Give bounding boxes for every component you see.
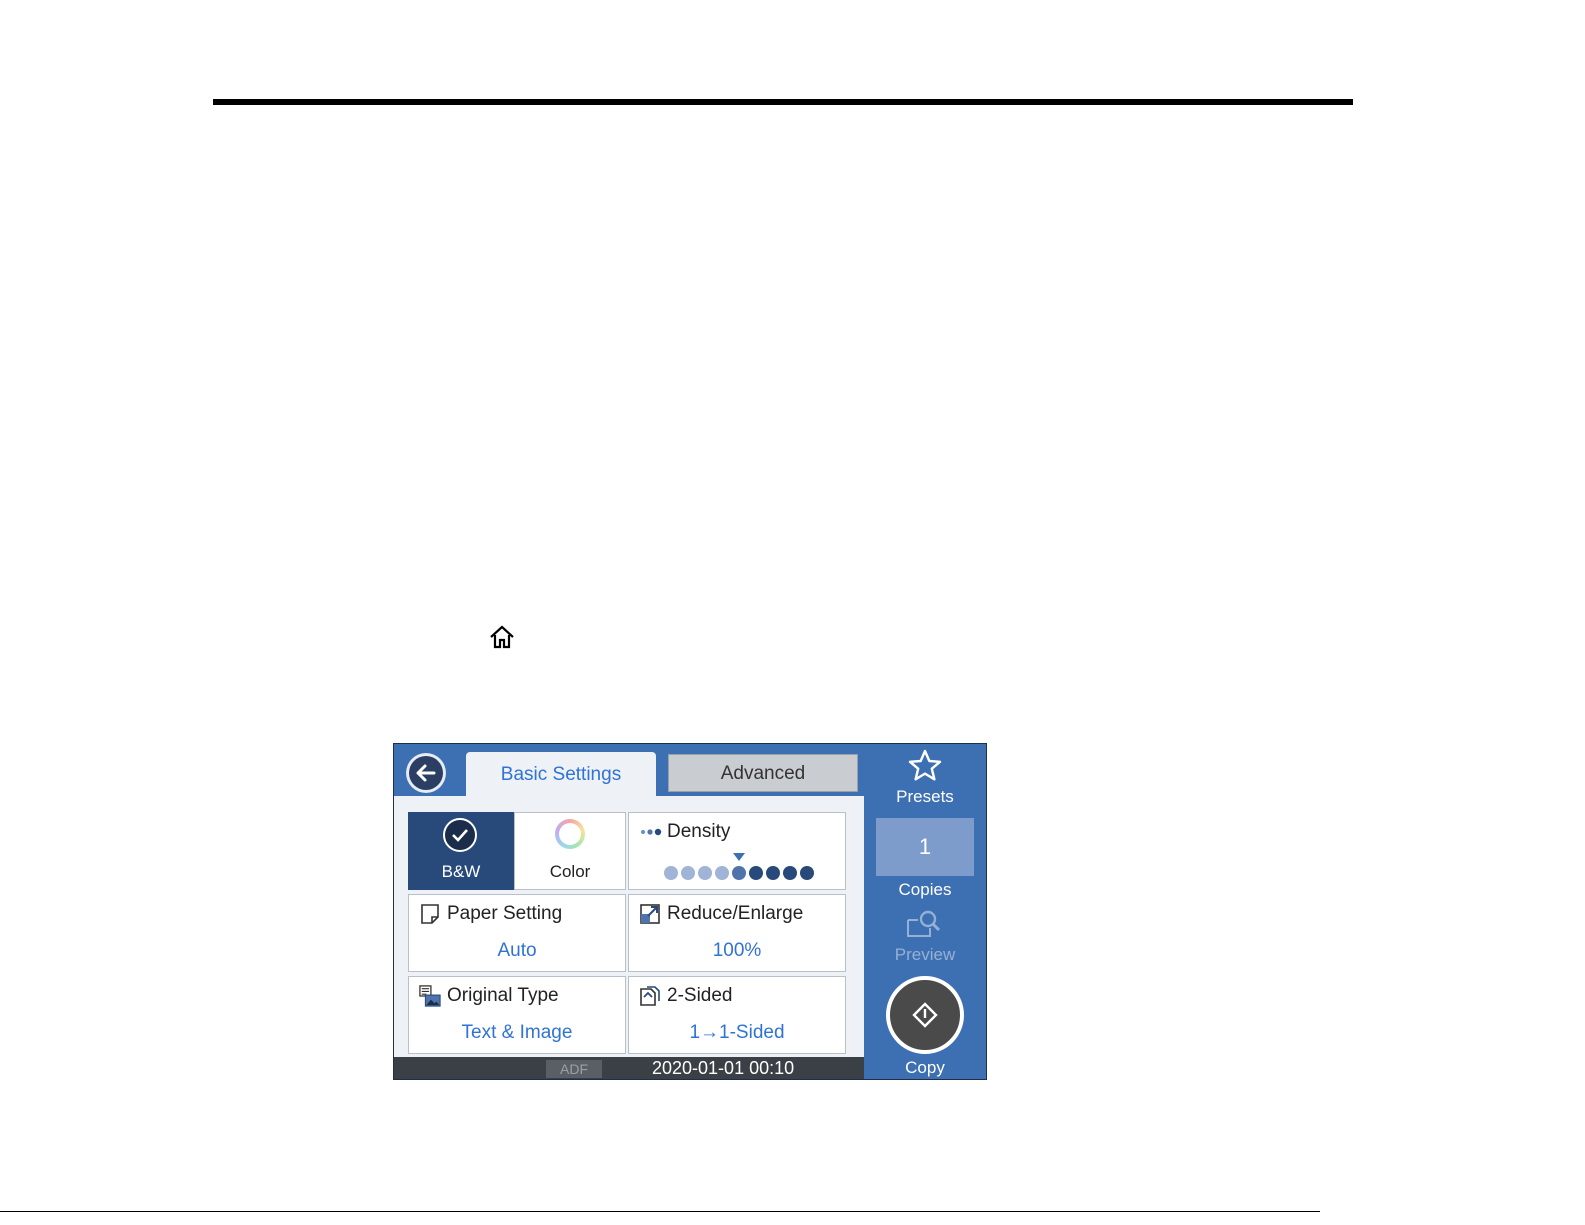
- back-button[interactable]: [406, 753, 446, 793]
- copy-settings-screen: [393, 743, 987, 1080]
- original-type-icon: [419, 985, 441, 1007]
- reduce-enlarge-value: 100%: [712, 940, 762, 961]
- paper-setting-value: Auto: [497, 940, 537, 961]
- two-sided-icon: [639, 985, 661, 1007]
- reduce-enlarge-icon: [639, 903, 661, 925]
- paper-setting-title: Paper Setting: [447, 903, 563, 924]
- paper-setting-tile[interactable]: [408, 894, 626, 972]
- copy-label[interactable]: Copy: [905, 1058, 945, 1077]
- star-icon[interactable]: [907, 748, 943, 784]
- back-arrow-icon: [414, 761, 438, 785]
- reduce-enlarge-tile[interactable]: [628, 894, 846, 972]
- checkmark-icon: [443, 818, 477, 852]
- density-dot: [766, 866, 780, 880]
- density-tile[interactable]: [628, 812, 846, 890]
- reduce-enlarge-title: Reduce/Enlarge: [667, 903, 804, 924]
- two-sided-value: 1→1-Sided: [689, 1022, 785, 1043]
- diamond-start-icon: [890, 980, 960, 1050]
- original-type-value: Text & Image: [461, 1022, 573, 1043]
- bw-label: B&W: [441, 862, 481, 881]
- bw-button[interactable]: [408, 812, 514, 890]
- copies-label: Copies: [898, 880, 952, 899]
- density-dot: [783, 866, 797, 880]
- density-scale: [663, 849, 823, 889]
- density-dot: [800, 866, 814, 880]
- color-button[interactable]: [514, 812, 626, 890]
- tab-advanced[interactable]: Advanced: [668, 754, 858, 792]
- density-dot: [732, 866, 746, 880]
- density-dot: [681, 866, 695, 880]
- side-panel: [864, 744, 986, 1080]
- tab-basic-settings[interactable]: Basic Settings: [466, 752, 656, 796]
- top-rule: [213, 99, 1353, 105]
- home-icon: [488, 624, 516, 650]
- presets-label[interactable]: Presets: [896, 787, 954, 806]
- copy-start-button[interactable]: [886, 976, 964, 1054]
- density-dot: [664, 866, 678, 880]
- two-sided-title: 2-Sided: [667, 985, 733, 1006]
- two-sided-tile[interactable]: [628, 976, 846, 1054]
- datetime: 2020-01-01 00:10: [652, 1058, 795, 1078]
- color-label: Color: [549, 862, 591, 881]
- density-dot: [698, 866, 712, 880]
- settings-grid: [394, 796, 864, 1057]
- density-title: Density: [667, 821, 731, 842]
- density-dots-icon: [637, 821, 667, 843]
- paper-icon: [419, 903, 441, 925]
- bottom-rule: [0, 1211, 1320, 1212]
- tab-bar: [394, 744, 864, 796]
- preview-label: Preview: [894, 945, 956, 964]
- status-bar: [394, 1057, 864, 1080]
- density-marker-icon: [733, 853, 745, 861]
- color-wheel-icon: [555, 819, 585, 849]
- original-type-title: Original Type: [447, 985, 559, 1006]
- copies-count[interactable]: 1: [876, 818, 974, 876]
- original-type-tile[interactable]: [408, 976, 626, 1054]
- density-dot: [715, 866, 729, 880]
- density-dot: [749, 866, 763, 880]
- preview-icon: [904, 908, 944, 940]
- adf-indicator: ADF: [546, 1060, 602, 1078]
